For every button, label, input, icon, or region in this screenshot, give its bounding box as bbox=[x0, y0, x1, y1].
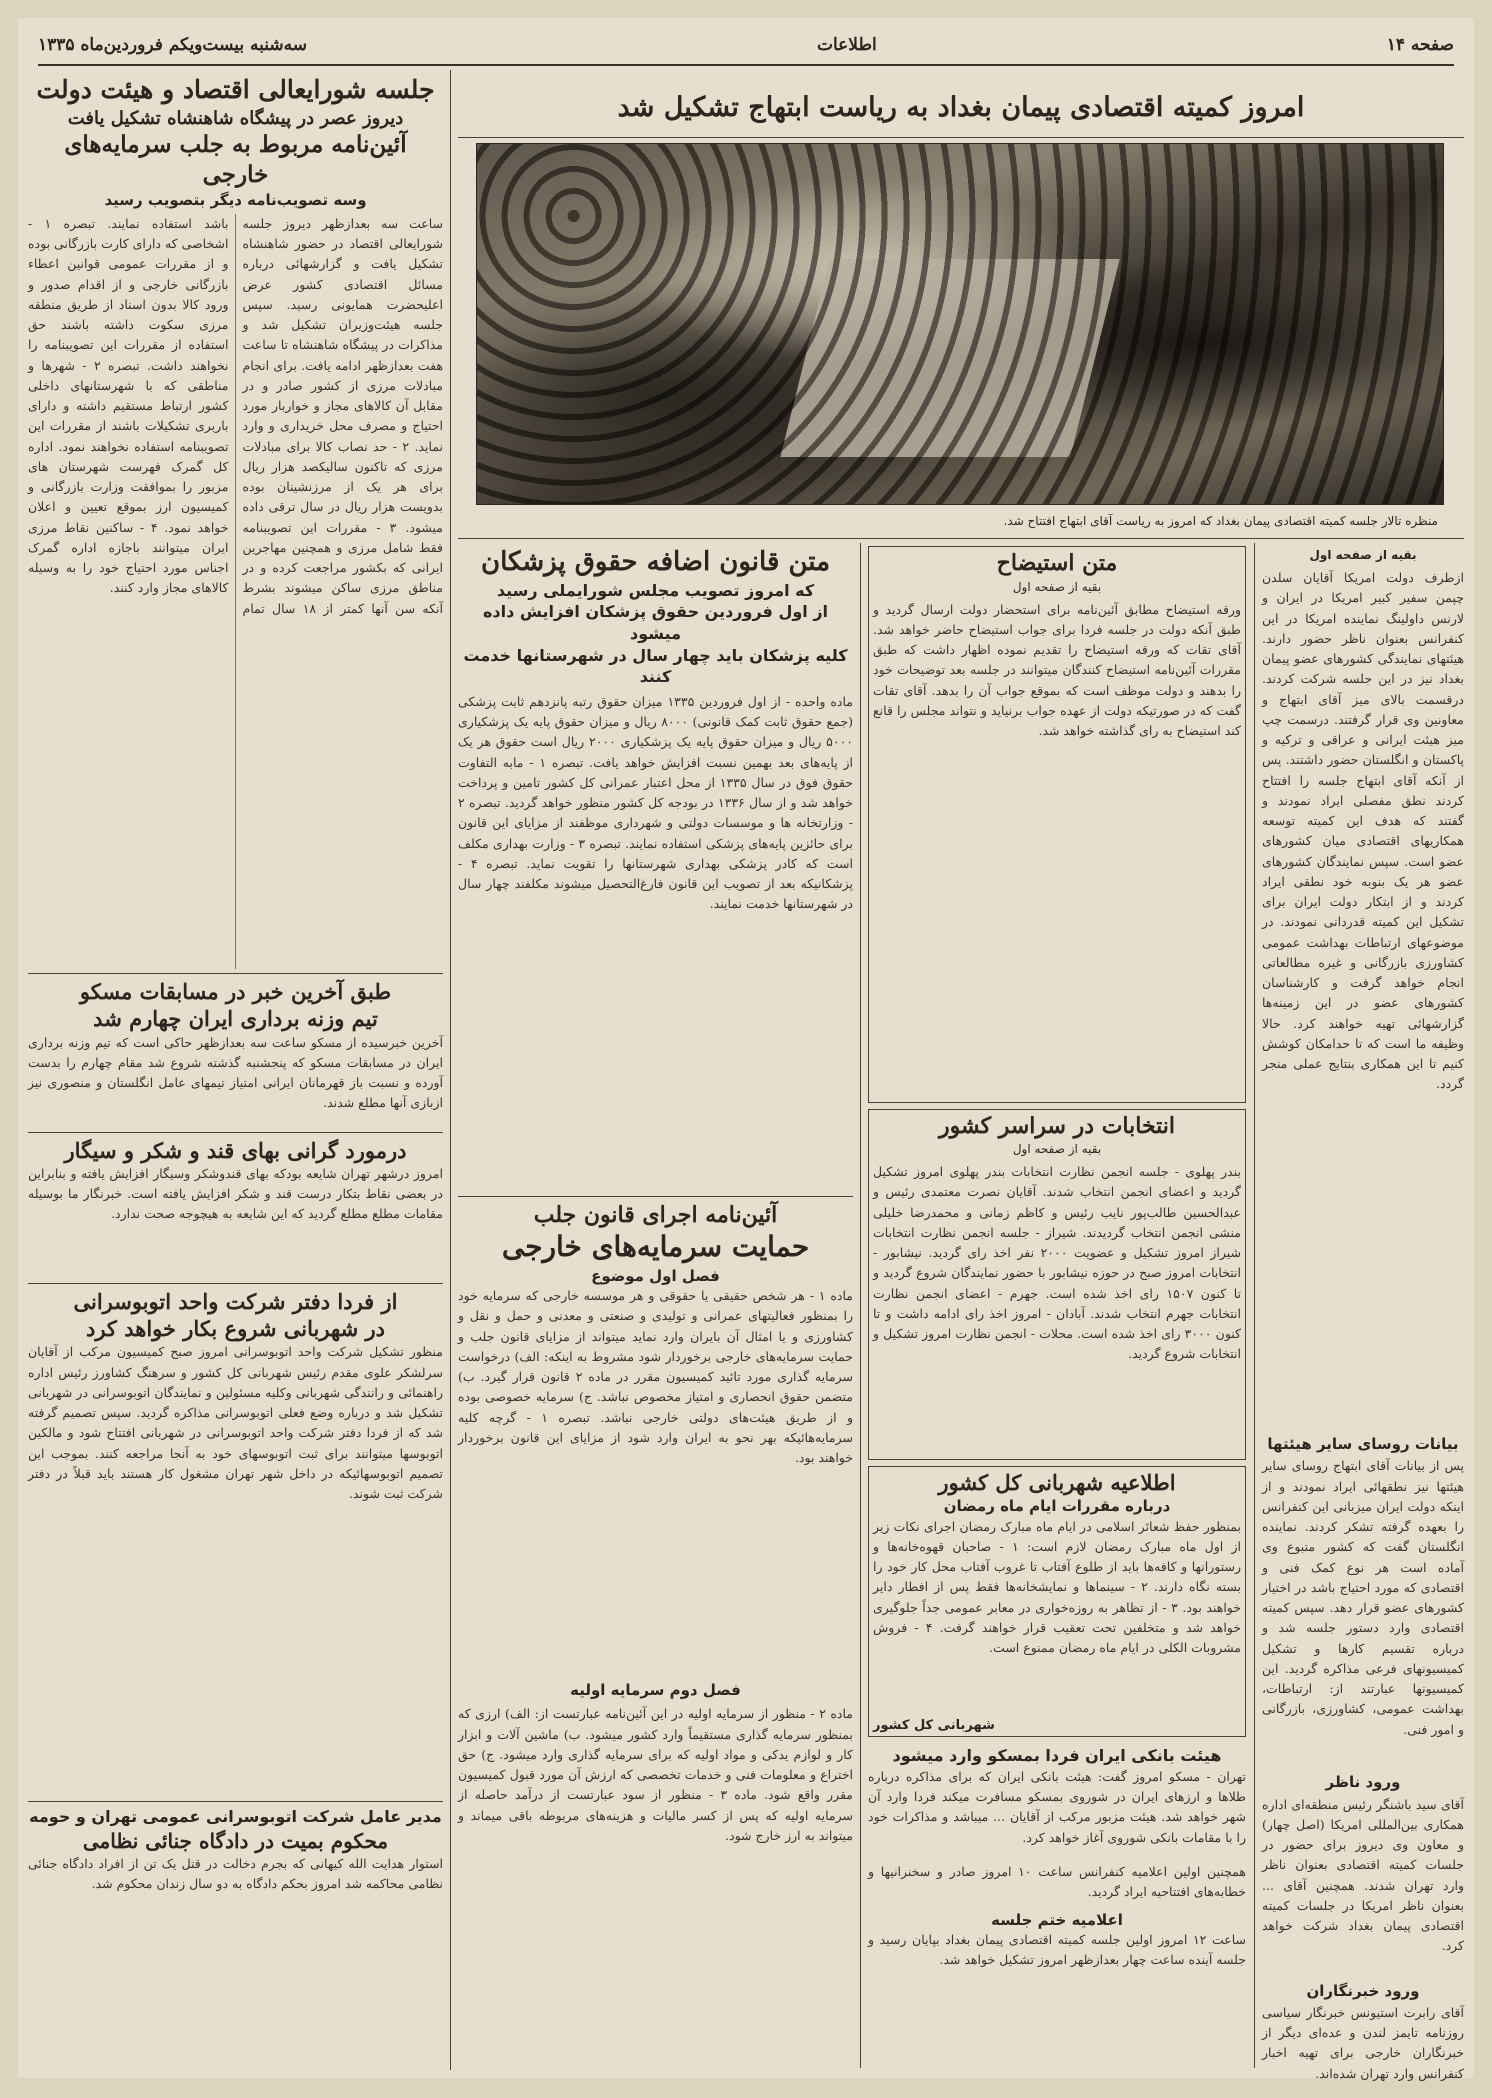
right-column bbox=[1262, 546, 1464, 2081]
left-h11: محکوم بمیت در دادگاه جنائی نظامی bbox=[82, 1829, 389, 1853]
middle-h4: کلیه پزشکان باید چهار سال در شهرستانها خدمت کنند bbox=[463, 645, 848, 687]
left-p1: ساعت سه بعدازظهر دیروز جلسه شورایعالی اقتصاد در حضور شاهنشاه تشکیل یافت و گزارشهائی درباره مسائل اقتصادی کشور عرض اعلیحضرت همایونی رسید. سپس جلسه هیئت‌وزیران تشکیل شد و مذاکرات در پیشگاه شاهنشاه تا ساعت هفت بعدازظهر ادامه یافت. برای انجام مبادلات مرزی از کشور صادر و در مقابل آن کالاهای مجاز و خواربار مورد احتیاج و مصرف محل خریداری و وارد نماید. ۲ - حد نصاب کالا برای مبادلات مرزی که تاکنون سالیکصد هزار ریال برای هر یک از مرزنشینان بوده بدویست هزار ریال در سال ترقی داده میشود. ۳ - مقررات این تصویبنامه فقط شامل مرزی و همچنین مهاجرین ایرانی که بکشور مراجعت کرده و در مناطق مرزی ساکن میشوند بشرط آنکه سن آنها کمتر از ۱۸ سال تمام باشد استفاده نمایند. تبصره ۱ - اشخاصی که دارای کارت بازرگانی بوده و از مقررات عمومی قوانین اعطاء بازرگانی خارجی و از اقدام صدور و ورود کالا بدون اسناد از طریق منطقه مرزی سکوت داشته باشند حق استفاده از مقررات این تصویبنامه را نخواهند داشت. تبصره ۲ - شهرها و مناطقی که با شهرستانهای داخلی کشور ارتباط مستقیم داشته و دارای باربری تشکیلات باشند از مقررات این تصویبنامه استفاده نخواهند نمود. اداره کل گمرک فهرست شهرستان های مزبور را بموافقت وزارت بازرگانی و کمیسیون ارز بموقع تعیین و اعلان خواهد نمود. ۴ - ساکنین نقاط مرزی ایران میتوانند باجازه اداره گمرک اجناس مورد احتیاج خود را به وسیله کالاهای مجاز وارد کنند. bbox=[28, 215, 443, 616]
middle-h7: فصل اول موضوع bbox=[591, 1266, 720, 1285]
middle-h2: که امروز تصویب مجلس شورایملی رسید bbox=[496, 580, 815, 600]
issue-date: سه‌شنبه بیست‌ویکم فروردین‌ماه ۱۳۳۵ bbox=[38, 35, 308, 55]
elections-box bbox=[868, 1109, 1246, 1461]
rm-p3: بمنظور حفظ شعائر اسلامی در ایام ماه مبارک رمضان اجرای نکات زیر از اول ماه مبارک رمضان لازم است: ۱ - صاحبان قهوه‌خانه‌ها و رستورانها و کافه‌ها باید از طلوع آفتاب تا غروب آفتاب محل کار خود را بسته نگاه دارند. ۲ - سینماها و نمایشخانه‌ها فقط پس از افطار دایر خواهند بود. ۳ - از تظاهر به روزه‌خواری در معابر عمومی جداً جلوگیری خواهد شد و متخلفین تحت تعقیب قرار خواهند گرفت. ۴ - فروش مشروبات الکلی در ایام ماه رمضان ممنوع است. bbox=[873, 1518, 1241, 1656]
rm-p2: بندر پهلوی - جلسه انجمن نظارت انتخابات بندر پهلوی امروز تشکیل گردید و اعضای انجمن انتخاب شدند. آقایان نصرت معتمدی رئیس و عبدالحسین طالب‌پور نایب رئیس و کاظم زمانی و محمدرضا خلیلی منشی انجمن انتخاب گردیدند. شیراز - جلسه انجمن نظارت انتخابات شیراز امروز تشکیل و عضویت ۲۰۰۰ نفر اخذ رای گردید. نیشابور - انتخابات امروز صبح در حوزه نیشابور با حضور نمایندگان شروع گردید و تا کنون ۱۵۰۷ رای اخذ شده است. جهرم - اعضای انجمن نظارت انتخابات جهرم انتخاب شدند. آبادان - امروز اخذ رای ادامه داشت و تا کنون ۳۰۰۰ رای اخذ شده است. محلات - انجمن نظارت امروز تشکیل و انتخابات شروع گردید. bbox=[873, 1164, 1241, 1362]
middle-p2: ماده ۱ - هر شخص حقیقی یا حقوقی و هر موسسه خارجی که سرمایه خود را بمنظور فعالیتهای عمرانی و تولیدی و صنعتی و معدنی و حمل و نقل و کشاورزی و یا امثال آن بایران وارد نماید میتواند از مزایای قانون جلب و حمایت سرمایه‌های خارجی برخوردار شود مشروط به اینکه: الف) درخواست سرمایه گذاری مورد تائید کمیسیون مقرر در ماده ۲ قانون قرار گیرد. ب) متضمن حقوق انحصاری و امتیاز مخصوص نباشد. ج) سرمایه خصوصی بوده و از طریق هیئت‌های دولتی خارجی نباشد. تبصره ۱ - گرچه کلیه سرمایه‌هائیکه بهر نحو به ایران وارد شود از مزایای این قانون برخوردار خواهند بود. bbox=[458, 1288, 853, 1465]
left-p2: آخرین خبرسیده از مسکو ساعت سه بعدازظهر حاکی است که تیم وزنه برداری ایران در مسابقات مسکو که پنجشنبه گذشته شروع شد مقام چهارم را بدست آورده و نسبت باز قهرمانان ایرانی امتیاز تیمهای عامل انگلستان و منصوری نیز ازبازی آنها مطلع شدند. bbox=[28, 1034, 443, 1111]
conference-photo bbox=[476, 143, 1444, 505]
masthead bbox=[38, 26, 1454, 66]
middle-h5: آئین‌نامه اجرای قانون جلب bbox=[533, 1201, 778, 1228]
rm-h6: اعلامیه ختم جلسه bbox=[991, 1910, 1123, 1929]
rm-sub2: بقیه از صفحه اول bbox=[1012, 1142, 1102, 1157]
right-h3: ورود خبرنگاران bbox=[1306, 1981, 1420, 2000]
newspaper-page bbox=[18, 18, 1474, 2081]
rm-h2: انتخابات در سراسر کشور bbox=[938, 1112, 1176, 1139]
left-h6: تیم وزنه برداری ایران چهارم شد bbox=[93, 1006, 378, 1032]
interpellation-box bbox=[868, 546, 1246, 1103]
left-h2: دیروز عصر در پیشگاه شاهنشاه تشکیل یافت bbox=[67, 107, 404, 129]
middle-column bbox=[458, 546, 853, 2071]
top-story-headline-box bbox=[458, 80, 1464, 138]
left-p4: منظور تشکیل شرکت واحد اتوبوسرانی امروز صبح کمیسیون مرکب از آقایان سرلشکر علوی مقدم رئیس شهربانی کل کشور و سرهنگ کشاورز رئیس اداره راهنمائی و رانندگی شهربانی وکلیه مسئولین و نمایندگان اتوبوسرانی در شهربانی تشکیل شد و درباره وضع فعلی اتوبوسرانی مذاکره گردید. سپس تصمیم گرفته شد که از فردا دفتر شرکت واحد اتوبوسرانی در شهربانی افتتاح شود و مالکین اتوبوسها میتوانند برای ثبت اتوبوسهای خود به آنجا مراجعه کنند. بموجب این تصمیم اتوبوسهائیکه در داخل شهر تهران مشغول کار هستند باید قبلاً در دفتر شرکت ثبت شوند. bbox=[28, 1344, 443, 1502]
left-p5: استوار هدایت الله کیهانی که بجرم دخالت در قتل یک تن از افراد دادگاه جنائی نظامی محاکمه شد امروز بحکم دادگاه به دو سال زندان محکوم شد. bbox=[28, 1856, 443, 1892]
rm-h3: اطلاعیه شهربانی کل کشور bbox=[938, 1470, 1176, 1496]
right-p2: پس از بیانات آقای ابتهاج روسای سایر هیئتها نیز نطقهائی ایراد نمودند و از اینکه دولت ایران میزبانی این کنفرانس را بعهده گرفته تشکر کردند. نماینده انگلستان گفت که کشور متبوع وی آماده است هر نوع کمک فنی و اقتصادی که مورد احتیاج باشد در اختیار کشورهای عضو قرار دهد. سپس کمیته اقتصادی وارد دستور جلسه شد و درباره تقسیم کارها و تشکیل کمیسیونهای فرعی مذاکره گردید. این کمیسیونها عبارتند از: ارتباطات، بهداشت عمومی، کشاورزی، بازرگانی و امور فنی. bbox=[1262, 1458, 1464, 1737]
left-column bbox=[28, 74, 443, 2069]
rm-h4: درباره مقررات ایام ماه رمضان bbox=[943, 1497, 1171, 1516]
police-notice-box bbox=[868, 1466, 1246, 1737]
left-h9: در شهربانی شروع بکار خواهد کرد bbox=[85, 1316, 386, 1342]
paper-name: اطلاعات bbox=[816, 35, 877, 55]
left-h7: درمورد گرانی بهای قند و شکر و سیگار bbox=[64, 1137, 407, 1163]
right-p4: آقای رابرت استیونس خبرنگار سیاسی روزنامه تایمز لندن و عده‌ای دیگر از خبرنگاران خارجی برای تهیه اخبار کنفرانس وارد تهران شده‌اند. bbox=[1262, 2004, 1464, 2081]
middle-p1: ماده واحده - از اول فروردین ۱۳۳۵ میزان حقوق رتبه پانزدهم ثابت پزشکی (جمع حقوق ثابت کمک قانونی) ۸۰۰۰ ریال و میزان حقوق پایه یک پزشکیاری ۵۰۰۰ ریال و میزان حقوق پایه یک پزشکیاری ۲۰۰۰ ریال است حقوق هر یک از پایه‌های بعد بهمین نسبت افزایش خواهد یافت. تبصره ۱ - مابه التفاوت حقوق فوق در سال ۱۳۳۵ از محل اعتبار عمرانی کل کشور تامین و پرداخت خواهد شد و از سال ۱۳۳۶ در بودجه کل کشور منظور خواهد گردید. تبصره ۲ - وزارتخانه ها و موسسات دولتی و شهرداری موظفند از مزایای این قانون برای حائزین پایه‌های پزشکی استفاده نمایند. تبصره ۳ - وزارت بهداری مکلف است که کادر پزشکی بهداری شهرستانها را تقویت نماید. تبصره ۴ - پزشکانیکه بعد از تصویب این قانون فارغ‌التحصیل میشوند مکلفند چهار سال در شهرستانها خدمت نمایند. bbox=[458, 693, 853, 912]
middle-h1: متن قانون اضافه حقوق پزشکان bbox=[480, 547, 831, 577]
rm-sub1: بقیه از صفحه اول bbox=[1012, 579, 1102, 594]
middle-h8: فصل دوم سرمایه اولیه bbox=[570, 1681, 741, 1699]
rm-p1: ورقه استیضاح مطابق آئین‌نامه برای استحضار دولت ارسال گردید و طبق آنکه دولت در جلسه فردا برای جواب استیضاح حاضر خواهد شد. آقای تقات که ورقه استیضاح را تقدیم نموده اظهار داشت که طبق مقررات آئین‌نامه استیضاح کنندگان میتوانند در جلسه بعد توضیحات خود را بدهند و دولت موظف است که بموقع جواب آن را بدهد. آقای تقات گفت که در صورتیکه دولت از عهده جواب برنیاید و نتواند مجلس را قانع کند استیضاح به رای گذاشته خواهد شد. bbox=[873, 601, 1241, 739]
right-p3: آقای سید باشنگر رئیس منطقه‌ای اداره همکاری بین‌المللی امریکا (اصل چهار) و معاون وی دیروز برای حضور در جلسات کمیته اقتصادی بعنوان ناظر وارد تهران شدند. همچنین آقای ... بعنوان ناظر امریکا در جلسات کمیته اقتصادی پیمان بغداد شرکت خواهد کرد. bbox=[1262, 1796, 1464, 1954]
left-h8: از فردا دفتر شرکت واحد اتوبوسرانی bbox=[73, 1288, 398, 1314]
middle-h3: از اول فروردین حقوق پزشکان افزایش داده میشود bbox=[482, 602, 829, 643]
photo-people-texture bbox=[477, 144, 1443, 504]
rm-p5: همچنین اولین اعلامیه کنفرانس ساعت ۱۰ امروز صادر و سخنرانیها و خطابه‌های افتتاحیه ایراد گردید. bbox=[868, 1863, 1246, 1900]
photo-caption: منظره تالار جلسه کمیته اقتصادی پیمان بغداد که امروز به ریاست آقای ابتهاج افتتاح شد. bbox=[1003, 514, 1438, 528]
middle-h6: حمایت سرمایه‌های خارجی bbox=[501, 1230, 810, 1264]
top-story-headline: امروز کمیته اقتصادی پیمان بغداد به ریاست ابتهاج تشکیل شد bbox=[617, 92, 1305, 123]
rm-p6: ساعت ۱۲ امروز اولین جلسه کمیته اقتصادی پیمان بغداد بپایان رسید و جلسه آینده ساعت چهار بعدازظهر امروز تشکیل خواهد شد. bbox=[868, 1932, 1246, 1968]
rm-h5: هیئت بانکی ایران فردا بمسکو وارد میشود bbox=[892, 1746, 1222, 1766]
page-number: صفحه ۱۴ bbox=[1386, 35, 1454, 55]
left-h3: آئین‌نامه مربوط به جلب سرمایه‌های خارجی bbox=[64, 130, 407, 188]
left-h1: جلسه شورایعالی اقتصاد و هیئت دولت bbox=[36, 75, 435, 104]
right-sub1: بقیه از صفحه اول bbox=[1309, 548, 1417, 562]
left-h10: مدیر عامل شرکت اتوبوسرانی عمومی تهران و حومه bbox=[29, 1807, 442, 1827]
right-p1: ازطرف دولت امریکا آقایان سلدن چپمن سفیر کبیر امریکا در ایران و لارنس داولینگ نماینده امریکا در این کنفرانس بعنوان ناظر حضور دارند. هیئتهای نمایندگی کشورهای عضو پیمان بغداد نیز در این جلسه شرکت کردند. درقسمت بالای میز آقای ابتهاج و معاونین وی قرار گرفتند. درسمت چپ میز هیئت ایرانی و عراقی و ترکیه و پاکستان و انگلستان حضور داشتند. پس از آنکه آقای ابتهاج جلسه را افتتاح کردند نطق مفصلی ایراد نمودند و گفتند که هدف این کمیته توسعه همکاریهای اقتصادی میان کشورهای عضو است. سپس نمایندگان کشورهای عضو هر یک بنوبه خود نطقی ایراد کردند و از ابتکار دولت ایران برای تشکیل این کمیته قدردانی نمودند. در موضوعهای ارتباطات بهداشت عمومی کشاورزی بازرگانی و غیره مطالعاتی انجام خواهد گرفت و کارشناسان کشورهای عضو در این زمینه‌ها گزارشهائی تهیه خواهند کرد. حالا وظیفه ما است که تا حدامکان کوشش کنیم تا این همکاری بنتایج عملی منجر گردد. bbox=[1262, 570, 1464, 1092]
left-p3: امروز درشهر تهران شایعه بودکه بهای قندوشکر وسیگار افزایش یافته و بنابراین در بعضی نقاط بتکار درست قند و شکر افزایش یافته است. خبرنگار ما بوسیله مقامات مطلع مطلع گردید که این شایعه به هیچوجه صحت ندارد. bbox=[28, 1165, 443, 1222]
right-h1: بیانات روسای سایر هیئتها bbox=[1267, 1435, 1459, 1453]
right-middle-column bbox=[868, 546, 1246, 2071]
right-h2: ورود ناظر bbox=[1325, 1773, 1401, 1792]
middle-p3: ماده ۲ - منظور از سرمایه اولیه در این آئین‌نامه عبارتست از: الف) ارزی که بمنظور سرمایه گذاری مستقیماً وارد کشور میشود. ب) ماشین آلات و ابزار کار و لوازم یدکی و مواد اولیه که برای سرمایه گذاری وارد میشود. ج) حق اختراع و معلومات فنی و خدمات تخصصی که ارزش آن مورد قبول کمیسیون مقرر واقع شود. ماده ۳ - منظور از سود عبارتست از درآمد حاصله از سرمایه اولیه که پس از کسر مالیات و هزینه‌های مربوطه باقی میماند و میتواند به ارز خارج شود. bbox=[458, 1706, 854, 1843]
rm-p4: تهران - مسکو امروز گفت: هیئت بانکی ایران که برای مذاکره درباره طلاها و ارزهای ایران در شوروی بمسکو مسافرت میکند فردا وارد آن شهر خواهد شد. هیئت مزبور مرکب از آقایان ... میباشد و مذاکرات خود را با مقامات بانکی شوروی آغاز خواهد کرد. bbox=[868, 1768, 1246, 1845]
left-h5: طبق آخرین خبر در مسابقات مسکو bbox=[79, 978, 392, 1004]
left-h4: وسه تصویب‌نامه دیگر بتصویب رسید bbox=[104, 190, 367, 209]
rm-sign: شهربانی کل کشور bbox=[873, 1717, 995, 1733]
rm-h1: متن استیضاح bbox=[996, 550, 1118, 576]
